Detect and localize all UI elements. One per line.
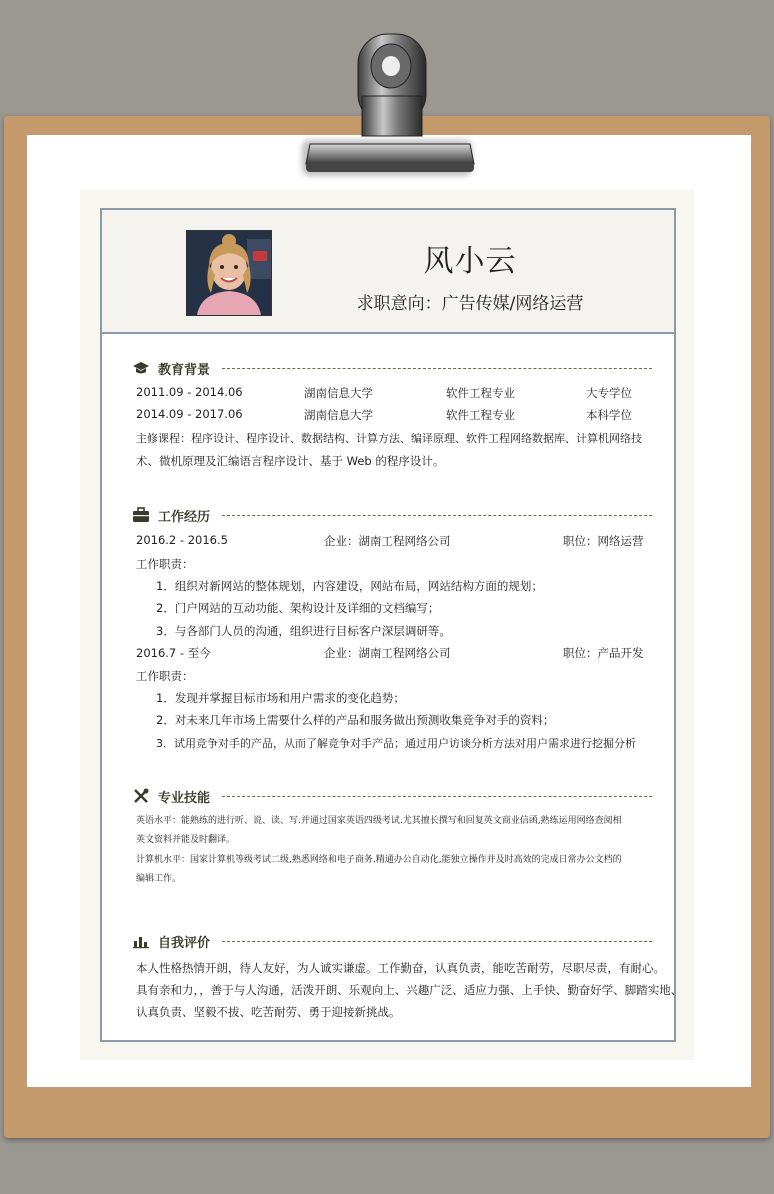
profile-photo (186, 230, 272, 316)
job-position: 职位：产品开发 (563, 646, 644, 660)
edu-degree: 大专学位 (586, 386, 632, 400)
divider (222, 515, 652, 516)
edu-courses-cont: 术、微机原理及汇编语言程序设计、基于 Web 的程序设计。 (136, 454, 445, 468)
divider (222, 368, 652, 369)
job-period: 2016.7 - 至今 (136, 646, 211, 660)
briefcase-icon (132, 507, 150, 523)
skill-computer-cont: 编辑工作。 (136, 874, 182, 884)
job-duty: 3．试用竞争对手的产品，从而了解竞争对手产品；通过用户访谈分析方法对用户需求进行挖掘分析 (156, 737, 636, 750)
self-eval-line: 认真负责、坚毅不拔、吃苦耐劳、勇于迎接新挑战。 (136, 1005, 401, 1019)
candidate-name: 风小云 (423, 244, 517, 279)
binder-clip-icon (300, 26, 480, 176)
job-period: 2016.2 - 2016.5 (136, 533, 228, 547)
section-label: 自我评价 (158, 935, 211, 951)
job-duty: 2．门户网站的互动功能、架构设计及详细的文档编写； (156, 601, 440, 615)
graduation-cap-icon (132, 360, 150, 376)
section-label: 工作经历 (158, 509, 211, 525)
job-duty: 3．与各部门人员的沟通，组织进行目标客户深层调研等。 (156, 624, 451, 638)
divider (222, 941, 652, 942)
section-label: 专业技能 (158, 790, 211, 806)
edu-period: 2011.09 - 2014.06 (136, 385, 243, 399)
job-duty: 1．组织对新网站的整体规划，内容建设，网站布局，网站结构方面的规划； (156, 579, 543, 593)
section-skills-title (132, 786, 652, 806)
job-duty: 1．发现并掌握目标市场和用户需求的变化趋势； (156, 691, 405, 705)
divider (222, 796, 652, 797)
edu-courses: 主修课程：程序设计、程序设计、数据结构、计算方法、编译原理、软件工程网络数据库、计算机网络技 (136, 432, 642, 445)
bar-chart-icon (132, 933, 150, 949)
edu-degree: 本科学位 (586, 408, 632, 422)
job-company: 企业：湖南工程网络公司 (324, 534, 451, 548)
job-position: 职位：网络运营 (563, 534, 644, 548)
edu-major: 软件工程专业 (446, 386, 515, 400)
job-duty-label: 工作职责： (136, 557, 194, 571)
section-education-title (132, 358, 652, 378)
skill-english-cont: 英文资料并能及时翻译。 (136, 835, 236, 845)
section-work-title (132, 505, 652, 525)
self-eval-line: 本人性格热情开朗，待人友好，为人诚实谦虚。工作勤奋，认真负责，能吃苦耐劳，尽职尽责，有耐心。 (136, 961, 665, 975)
skill-english: 英语水平：能熟练的进行听、说、读、写.并通过国家英语四级考试.尤其擅长撰写和回复英文商业信函,熟练运用网络查阅相 (136, 816, 622, 826)
job-intent: 求职意向：广告传媒/网络运营 (356, 294, 584, 314)
edu-school: 湖南信息大学 (304, 386, 373, 400)
section-label: 教育背景 (158, 362, 211, 378)
job-duty: 2．对未来几年市场上需要什么样的产品和服务做出预测收集竞争对手的资料； (156, 713, 555, 727)
tools-icon (132, 788, 150, 804)
edu-major: 软件工程专业 (446, 408, 515, 422)
edu-period: 2014.09 - 2017.06 (136, 407, 243, 421)
self-eval-line: 具有亲和力，，善于与人沟通，活泼开朗、乐观向上、兴趣广泛、适应力强、上手快、勤奋好学、脚踏实地、 (136, 983, 683, 997)
job-duty-label: 工作职责： (136, 669, 194, 683)
skill-computer: 计算机水平：国家计算机等级考试二级,熟悉网络和电子商务.精通办公自动化,能独立操作并及时高效的完成日常办公文档的 (136, 855, 622, 865)
job-company: 企业：湖南工程网络公司 (324, 646, 451, 660)
edu-school: 湖南信息大学 (304, 408, 373, 422)
section-self-title (132, 931, 652, 951)
